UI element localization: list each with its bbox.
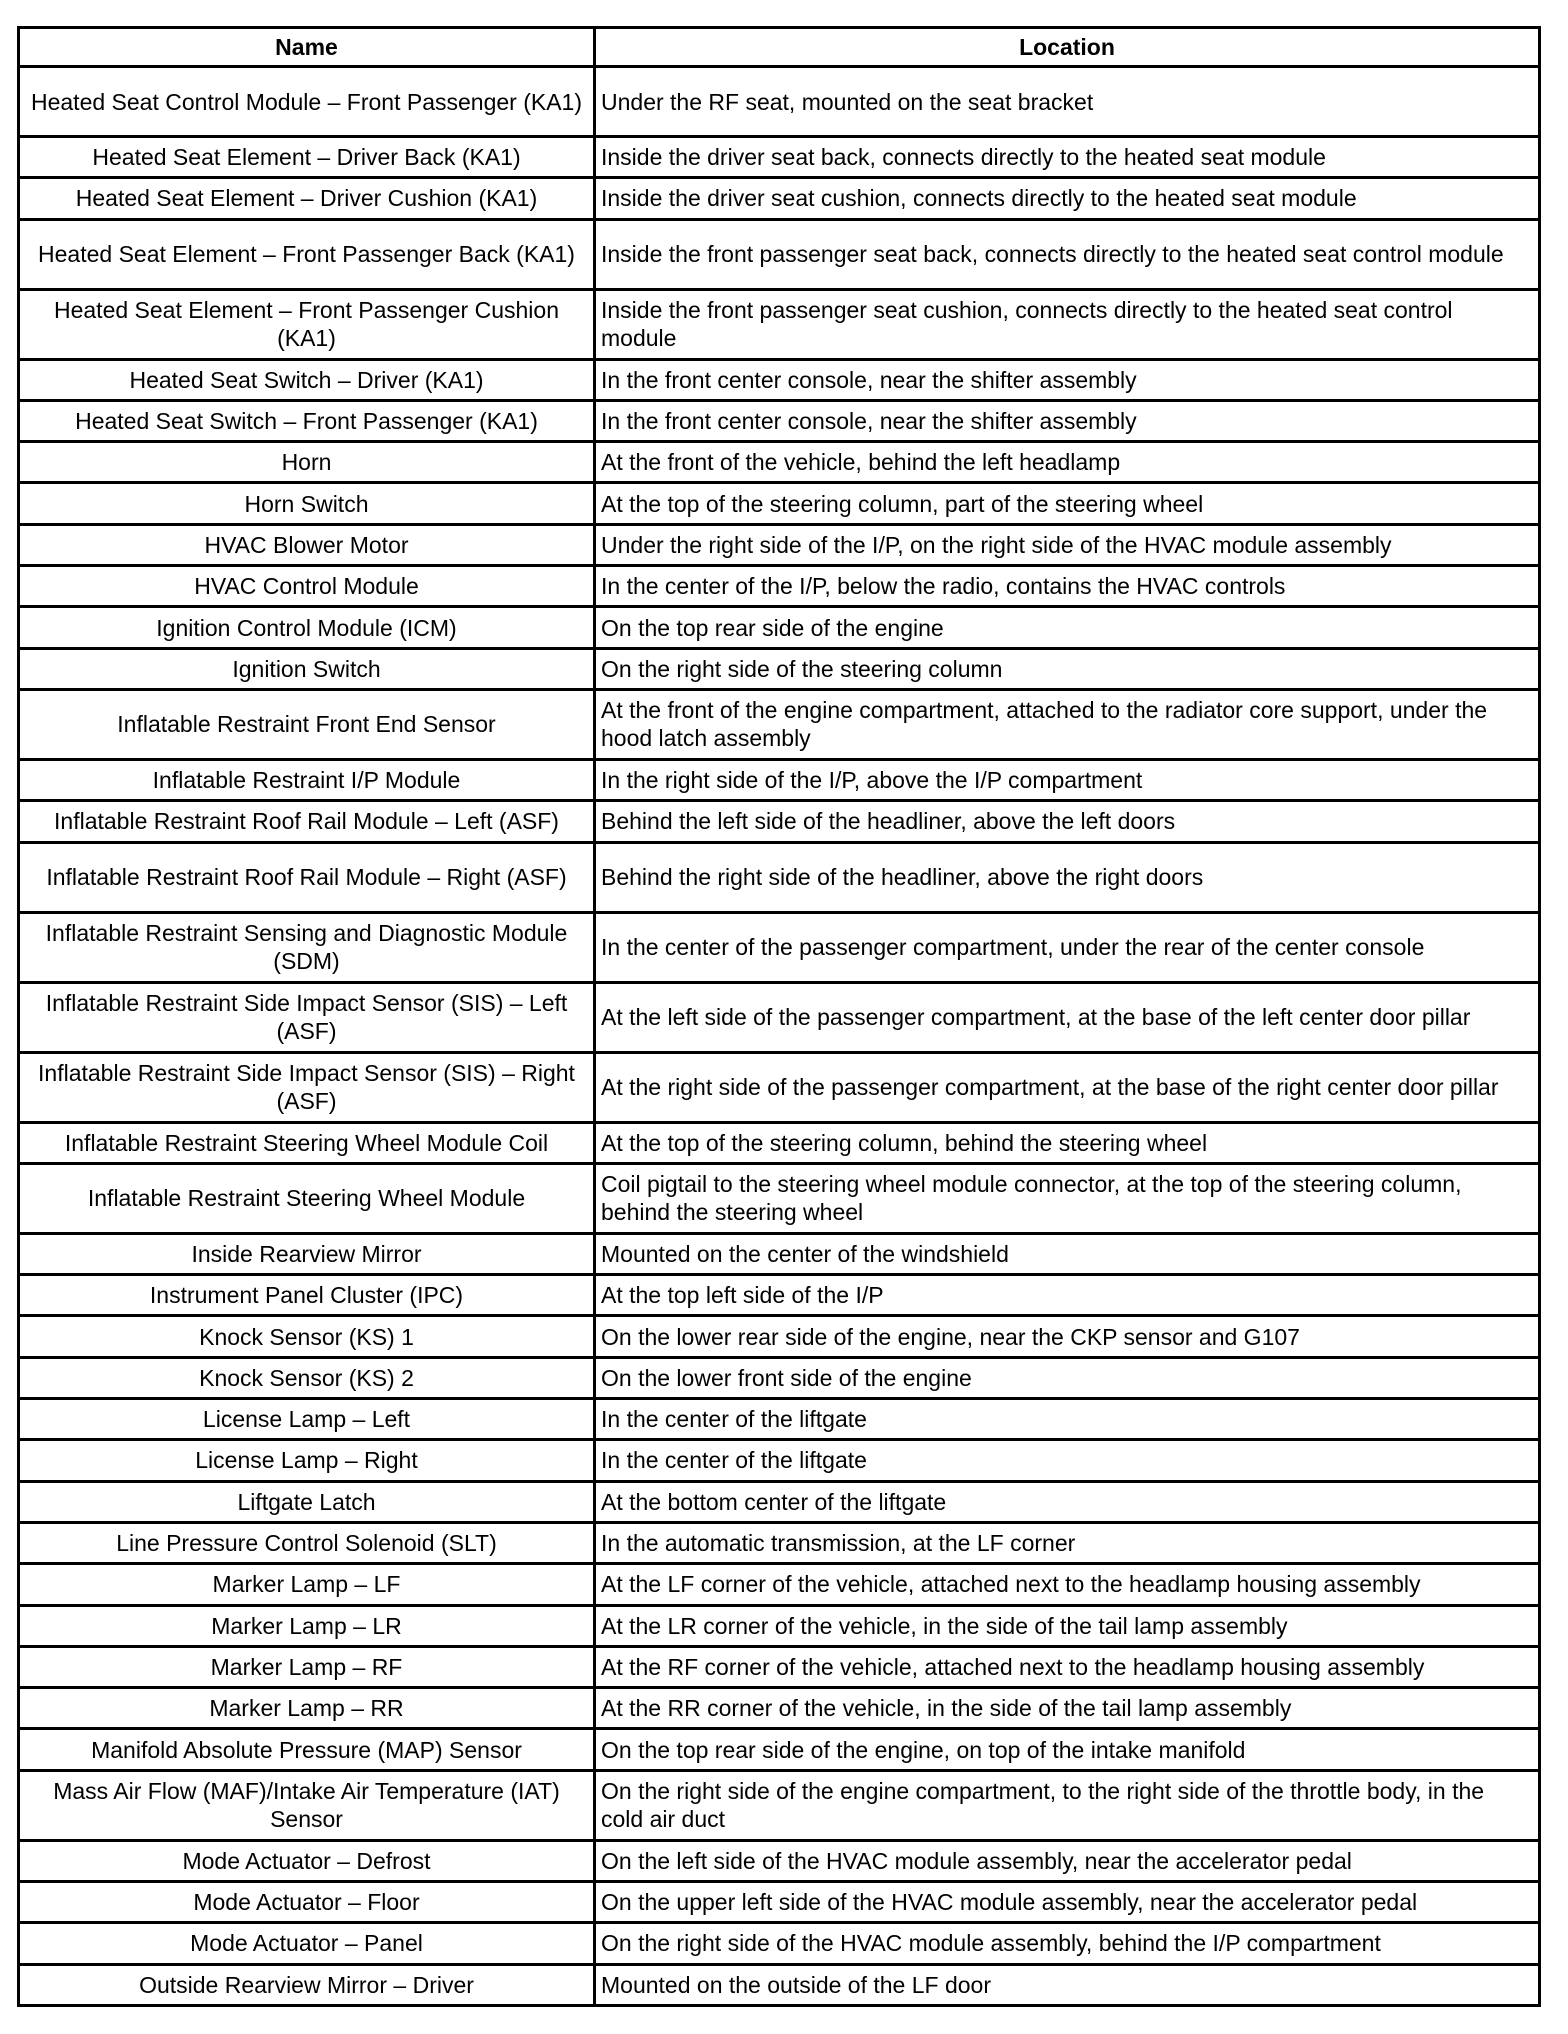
- table-row: [19, 912, 1540, 982]
- table-row: [19, 1481, 1540, 1522]
- component-name-cell: License Lamp – Left: [19, 1399, 595, 1440]
- table-row: [19, 1688, 1540, 1729]
- table-row: [19, 1646, 1540, 1687]
- table-row: [19, 137, 1540, 178]
- table-row: [19, 1882, 1540, 1923]
- table-row: [19, 1399, 1540, 1440]
- table-row: [19, 524, 1540, 565]
- table-row: [19, 1163, 1540, 1233]
- component-location-cell: Mounted on the center of the windshield: [595, 1233, 1540, 1274]
- table-row: [19, 67, 1540, 137]
- component-location-cell: Inside the driver seat back, connects directly to the heated seat module: [595, 137, 1540, 178]
- table-row: [19, 1522, 1540, 1563]
- component-name-cell: Inflatable Restraint Front End Sensor: [19, 689, 595, 759]
- component-location-cell: On the top rear side of the engine, on top of the intake manifold: [595, 1729, 1540, 1770]
- component-name-cell: Heated Seat Element – Driver Back (KA1): [19, 137, 595, 178]
- table-row: [19, 1275, 1540, 1316]
- component-location-cell: Behind the left side of the headliner, above the left doors: [595, 801, 1540, 842]
- component-name-cell: License Lamp – Right: [19, 1440, 595, 1481]
- component-location-cell: Behind the right side of the headliner, above the right doors: [595, 842, 1540, 912]
- table-row: [19, 1729, 1540, 1770]
- table-row: [19, 801, 1540, 842]
- table-row: [19, 689, 1540, 759]
- component-name-cell: Heated Seat Switch – Driver (KA1): [19, 359, 595, 400]
- table-row: [19, 648, 1540, 689]
- component-location-cell: Coil pigtail to the steering wheel module connector, at the top of the steering column, behind the steering wheel: [595, 1163, 1540, 1233]
- component-location-cell: At the LR corner of the vehicle, in the side of the tail lamp assembly: [595, 1605, 1540, 1646]
- component-name-cell: Inflatable Restraint Roof Rail Module – Right (ASF): [19, 842, 595, 912]
- location-column-header: Location: [595, 28, 1540, 67]
- component-name-cell: Mode Actuator – Defrost: [19, 1840, 595, 1881]
- table-row: [19, 178, 1540, 219]
- table-row: [19, 1357, 1540, 1398]
- component-location-cell: Under the RF seat, mounted on the seat bracket: [595, 67, 1540, 137]
- component-name-cell: Inside Rearview Mirror: [19, 1233, 595, 1274]
- component-location-cell: At the top of the steering column, behind the steering wheel: [595, 1122, 1540, 1163]
- component-name-cell: Instrument Panel Cluster (IPC): [19, 1275, 595, 1316]
- component-location-cell: At the right side of the passenger compartment, at the base of the right center door pillar: [595, 1052, 1540, 1122]
- component-location-cell: On the lower rear side of the engine, near the CKP sensor and G107: [595, 1316, 1540, 1357]
- component-name-cell: Mass Air Flow (MAF)/Intake Air Temperature (IAT) Sensor: [19, 1770, 595, 1840]
- component-location-cell: At the RR corner of the vehicle, in the side of the tail lamp assembly: [595, 1688, 1540, 1729]
- component-location-cell: At the top of the steering column, part of the steering wheel: [595, 483, 1540, 524]
- component-location-cell: On the right side of the steering column: [595, 648, 1540, 689]
- table-row: [19, 759, 1540, 800]
- component-name-cell: Knock Sensor (KS) 1: [19, 1316, 595, 1357]
- component-name-cell: Inflatable Restraint Side Impact Sensor (SIS) – Right (ASF): [19, 1052, 595, 1122]
- component-location-cell: Inside the driver seat cushion, connects directly to the heated seat module: [595, 178, 1540, 219]
- header-row: [19, 28, 1540, 67]
- component-location-cell: At the top left side of the I/P: [595, 1275, 1540, 1316]
- table-row: [19, 219, 1540, 289]
- table-row: [19, 289, 1540, 359]
- table-row: [19, 1316, 1540, 1357]
- component-name-cell: Heated Seat Switch – Front Passenger (KA1): [19, 400, 595, 441]
- component-location-cell: In the center of the liftgate: [595, 1399, 1540, 1440]
- component-name-cell: HVAC Control Module: [19, 566, 595, 607]
- component-location-cell: In the front center console, near the shifter assembly: [595, 359, 1540, 400]
- component-location-cell: Under the right side of the I/P, on the right side of the HVAC module assembly: [595, 524, 1540, 565]
- component-location-cell: At the LF corner of the vehicle, attached next to the headlamp housing assembly: [595, 1564, 1540, 1605]
- component-location-cell: In the front center console, near the shifter assembly: [595, 400, 1540, 441]
- component-name-cell: Line Pressure Control Solenoid (SLT): [19, 1522, 595, 1563]
- table-row: [19, 607, 1540, 648]
- component-name-cell: Inflatable Restraint Roof Rail Module – Left (ASF): [19, 801, 595, 842]
- component-location-cell: On the top rear side of the engine: [595, 607, 1540, 648]
- table-row: [19, 442, 1540, 483]
- component-location-cell: On the upper left side of the HVAC module assembly, near the accelerator pedal: [595, 1882, 1540, 1923]
- table-row: [19, 1770, 1540, 1840]
- component-location-cell: At the bottom center of the liftgate: [595, 1481, 1540, 1522]
- component-locator-table: [17, 26, 1541, 2007]
- component-name-cell: Inflatable Restraint Steering Wheel Module: [19, 1163, 595, 1233]
- component-location-cell: In the automatic transmission, at the LF corner: [595, 1522, 1540, 1563]
- component-name-cell: Inflatable Restraint Steering Wheel Module Coil: [19, 1122, 595, 1163]
- component-name-cell: Outside Rearview Mirror – Driver: [19, 1964, 595, 2005]
- component-location-cell: In the center of the passenger compartment, under the rear of the center console: [595, 912, 1540, 982]
- component-name-cell: Mode Actuator – Floor: [19, 1882, 595, 1923]
- component-name-cell: Horn Switch: [19, 483, 595, 524]
- table-row: [19, 483, 1540, 524]
- table-row: [19, 566, 1540, 607]
- component-name-cell: Ignition Switch: [19, 648, 595, 689]
- component-name-cell: Marker Lamp – LF: [19, 1564, 595, 1605]
- component-name-cell: Marker Lamp – RF: [19, 1646, 595, 1687]
- table-row: [19, 400, 1540, 441]
- table-row: [19, 1564, 1540, 1605]
- table-row: [19, 1440, 1540, 1481]
- component-location-cell: In the center of the I/P, below the radio, contains the HVAC controls: [595, 566, 1540, 607]
- name-column-header: Name: [19, 28, 595, 67]
- table-row: [19, 1840, 1540, 1881]
- table-row: [19, 1605, 1540, 1646]
- component-location-cell: On the right side of the engine compartment, to the right side of the throttle body, in the cold air duct: [595, 1770, 1540, 1840]
- table-row: [19, 1233, 1540, 1274]
- component-location-cell: On the lower front side of the engine: [595, 1357, 1540, 1398]
- component-name-cell: Marker Lamp – LR: [19, 1605, 595, 1646]
- component-name-cell: Inflatable Restraint Sensing and Diagnostic Module (SDM): [19, 912, 595, 982]
- component-location-cell: Mounted on the outside of the LF door: [595, 1964, 1540, 2005]
- component-name-cell: Heated Seat Element – Front Passenger Back (KA1): [19, 219, 595, 289]
- component-name-cell: Inflatable Restraint Side Impact Sensor (SIS) – Left (ASF): [19, 982, 595, 1052]
- table-row: [19, 1923, 1540, 1964]
- component-name-cell: Heated Seat Control Module – Front Passenger (KA1): [19, 67, 595, 137]
- table-row: [19, 982, 1540, 1052]
- component-name-cell: Marker Lamp – RR: [19, 1688, 595, 1729]
- component-location-cell: Inside the front passenger seat back, connects directly to the heated seat control module: [595, 219, 1540, 289]
- component-location-cell: On the left side of the HVAC module assembly, near the accelerator pedal: [595, 1840, 1540, 1881]
- component-name-cell: Heated Seat Element – Driver Cushion (KA1): [19, 178, 595, 219]
- component-name-cell: HVAC Blower Motor: [19, 524, 595, 565]
- component-name-cell: Ignition Control Module (ICM): [19, 607, 595, 648]
- component-location-cell: In the center of the liftgate: [595, 1440, 1540, 1481]
- component-location-cell: At the left side of the passenger compartment, at the base of the left center door pillar: [595, 982, 1540, 1052]
- component-name-cell: Heated Seat Element – Front Passenger Cushion (KA1): [19, 289, 595, 359]
- component-location-cell: At the front of the engine compartment, attached to the radiator core support, under the hood latch assembly: [595, 689, 1540, 759]
- component-location-cell: In the right side of the I/P, above the I/P compartment: [595, 759, 1540, 800]
- table-row: [19, 842, 1540, 912]
- table-row: [19, 359, 1540, 400]
- component-name-cell: Mode Actuator – Panel: [19, 1923, 595, 1964]
- component-location-cell: At the front of the vehicle, behind the left headlamp: [595, 442, 1540, 483]
- component-name-cell: Liftgate Latch: [19, 1481, 595, 1522]
- component-name-cell: Knock Sensor (KS) 2: [19, 1357, 595, 1398]
- component-location-cell: Inside the front passenger seat cushion, connects directly to the heated seat control module: [595, 289, 1540, 359]
- component-name-cell: Inflatable Restraint I/P Module: [19, 759, 595, 800]
- component-location-cell: On the right side of the HVAC module assembly, behind the I/P compartment: [595, 1923, 1540, 1964]
- table-row: [19, 1052, 1540, 1122]
- component-name-cell: Horn: [19, 442, 595, 483]
- table-body: [19, 67, 1540, 2006]
- table-row: [19, 1122, 1540, 1163]
- component-location-cell: At the RF corner of the vehicle, attached next to the headlamp housing assembly: [595, 1646, 1540, 1687]
- table-row: [19, 1964, 1540, 2005]
- component-name-cell: Manifold Absolute Pressure (MAP) Sensor: [19, 1729, 595, 1770]
